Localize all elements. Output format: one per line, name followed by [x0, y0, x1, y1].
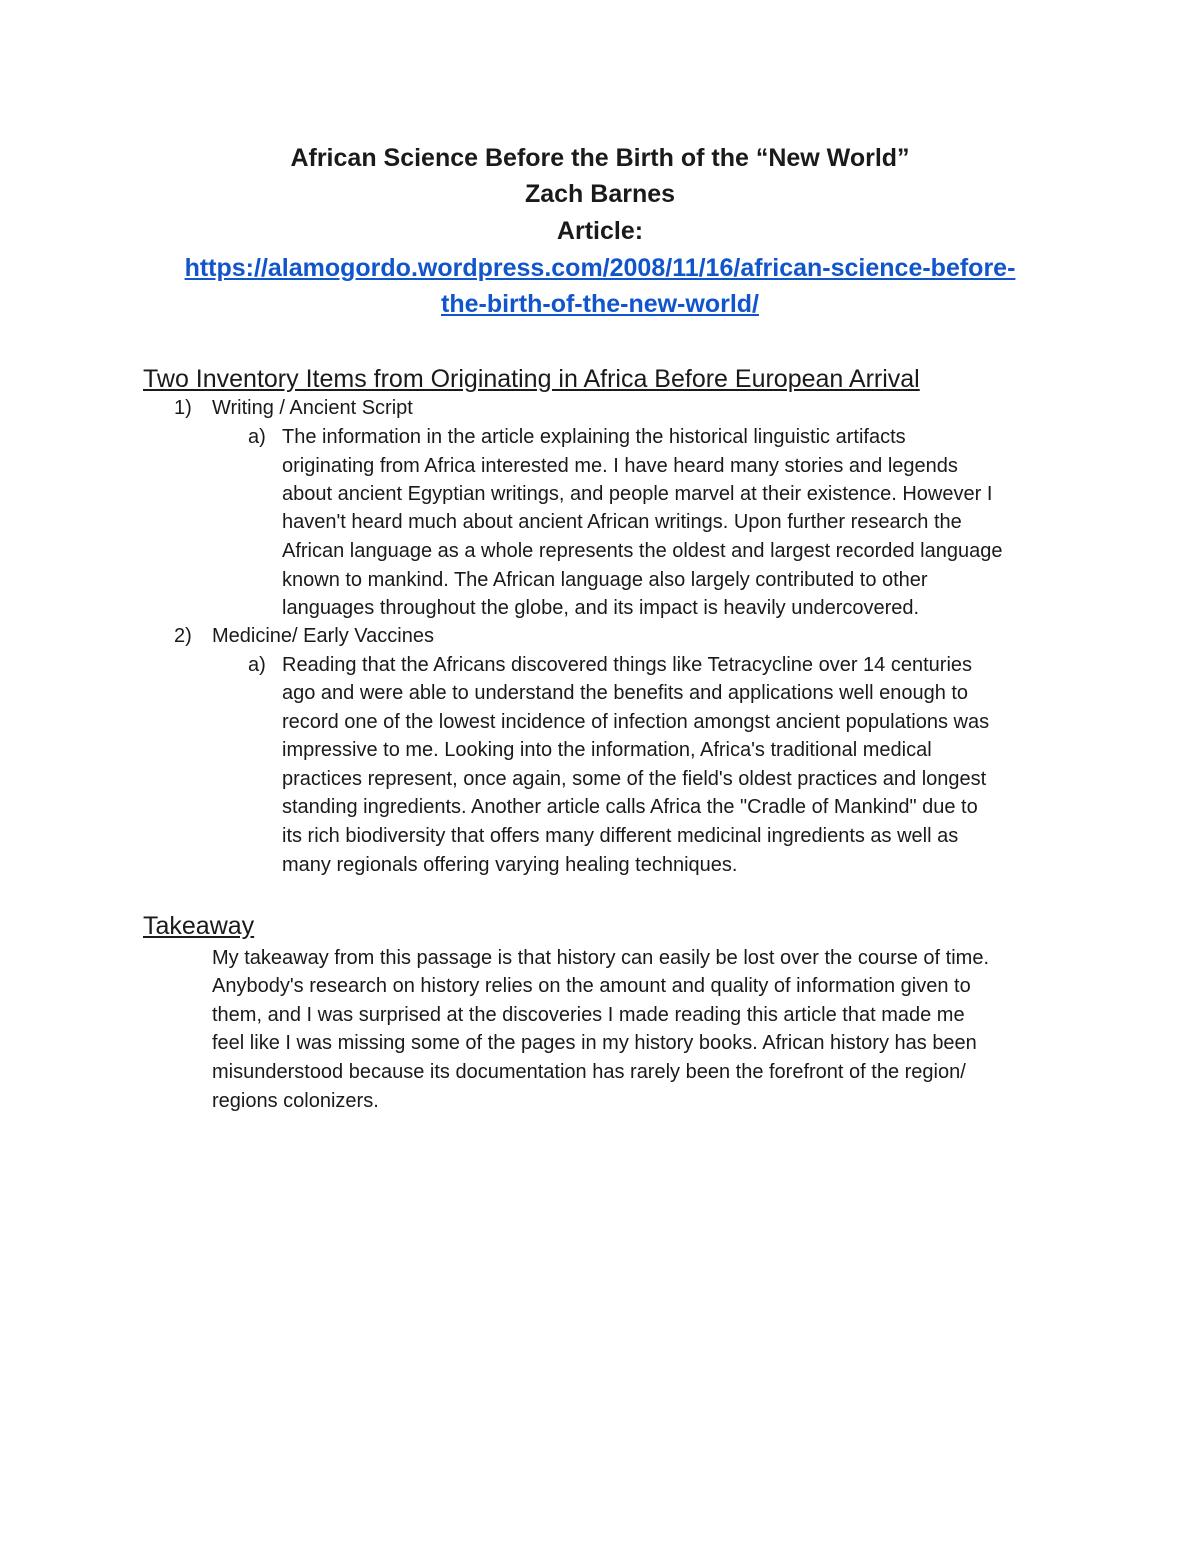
paragraph-line: The information in the article explaining the historical linguistic artifacts [282, 426, 906, 448]
paragraph-line: known to mankind. The African language also largely contributed to other [282, 569, 928, 591]
paragraph-line: misunderstood because its documentation has rarely been the forefront of the region/ [212, 1061, 966, 1083]
article-link-line-1[interactable]: https://alamogordo.wordpress.com/2008/11/16/african-science-before- [184, 254, 1016, 282]
article-link-line-2[interactable]: the-birth-of-the-new-world/ [441, 290, 759, 318]
paragraph-line: African language as a whole represents the oldest and largest recorded language [282, 540, 1003, 562]
paragraph-line: many regionals offering varying healing techniques. [282, 854, 738, 876]
paragraph-line: standing ingredients. Another article calls Africa the "Cradle of Mankind" due to [282, 796, 978, 818]
sub-marker-1a: a) [248, 426, 266, 448]
paragraph-line: haven't heard much about ancient African writings. Upon further research the [282, 511, 962, 533]
paragraph-line: record one of the lowest incidence of infection amongst ancient populations was [282, 711, 990, 733]
paragraph-line: them, and I was surprised at the discoveries I made reading this article that made me [212, 1004, 965, 1026]
paragraph-line: regions colonizers. [212, 1090, 379, 1112]
document-title: African Science Before the Birth of the “New World” [290, 144, 910, 172]
paragraph-line: practices represent, once again, some of the field's oldest practices and longest [282, 768, 987, 790]
paragraph-line: its rich biodiversity that offers many different medicinal ingredients as well as [282, 825, 959, 847]
article-label: Article: [556, 217, 644, 245]
paragraph-line: originating from Africa interested me. I have heard many stories and legends [282, 455, 958, 477]
inventory-item-title-2: Medicine/ Early Vaccines [212, 625, 434, 647]
author-name: Zach Barnes [524, 180, 676, 208]
paragraph-line: impressive to me. Looking into the information, Africa's traditional medical [282, 739, 932, 761]
paragraph-line: Reading that the Africans discovered things like Tetracycline over 14 centuries [282, 654, 973, 676]
paragraph-line: languages throughout the globe, and its impact is heavily undercovered. [282, 597, 920, 619]
paragraph-line: My takeaway from this passage is that history can easily be lost over the course of time. [212, 947, 990, 969]
sub-marker-2a: a) [248, 654, 266, 676]
list-marker-1: 1) [174, 397, 192, 419]
takeaway-heading: Takeaway [143, 912, 255, 940]
paragraph-line: about ancient Egyptian writings, and people marvel at their existence. However I [282, 483, 993, 505]
paragraph-line: ago and were able to understand the benefits and applications well enough to [282, 682, 969, 704]
list-marker-2: 2) [174, 625, 192, 647]
paragraph-line: Anybody's research on history relies on the amount and quality of information given to [212, 975, 971, 997]
inventory-heading: Two Inventory Items from Originating in Africa Before European Arrival [143, 365, 920, 393]
inventory-item-title-1: Writing / Ancient Script [212, 397, 413, 419]
paragraph-line: feel like I was missing some of the pages in my history books. African history has been [212, 1032, 977, 1054]
